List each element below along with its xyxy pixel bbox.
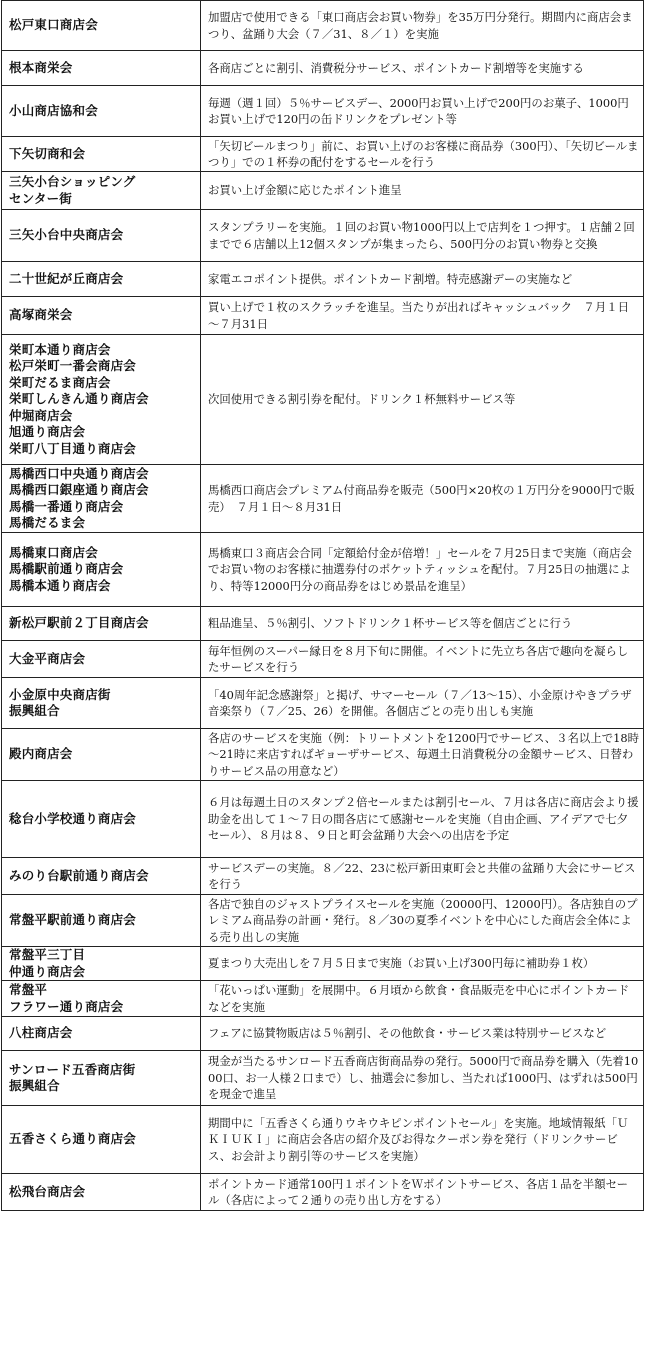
table-row bbox=[2, 607, 644, 641]
campaign-description: 毎週（週１回）５％サービスデー、2000円お買い上げで200円のお菓子、1000円お買い上げで120円の缶ドリンクをプレゼント等 bbox=[201, 86, 644, 137]
campaign-description: ポイントカード通常100円１ポイントをＷポイントサービス、各店１品を半額セール（各店によって２通りの売り出し方をする） bbox=[201, 1174, 644, 1211]
campaign-description: お買い上げ金額に応じたポイント進呈 bbox=[201, 172, 644, 210]
association-name-cell bbox=[2, 1106, 201, 1174]
campaign-description: 毎年恒例のスーパー縁日を８月下旬に開催。イベントに先立ち各店で趣向を凝らしたサービスを行う bbox=[201, 641, 644, 678]
association-name-cell bbox=[2, 858, 201, 895]
association-name-cell bbox=[2, 210, 201, 262]
association-name: 松飛台商店会 bbox=[9, 1183, 86, 1199]
association-name: 松戸栄町一番会商店会 bbox=[9, 358, 137, 374]
campaign-description: サービスデーの実施。８／22、23に松戸新田東町会と共催の盆踊り大会にサービスを行う bbox=[201, 858, 644, 895]
table-row bbox=[2, 1174, 644, 1211]
association-name: 小金原中央商店街 bbox=[9, 686, 111, 702]
campaign-description: 各商店ごとに割引、消費税分サービス、ポイントカード割増等を実施する bbox=[201, 51, 644, 86]
campaign-description: 「矢切ビールまつり」前に、お買い上げのお客様に商品券（300円）、「矢切ビールまつり」での１杯券の配付をするセールを行う bbox=[201, 137, 644, 172]
association-name-cell bbox=[2, 981, 201, 1017]
association-name: 馬橋西口中央通り商店会 bbox=[9, 465, 149, 481]
table-row bbox=[2, 137, 644, 172]
table-row bbox=[2, 781, 644, 858]
association-name: 仲堀商店会 bbox=[9, 407, 73, 423]
campaign-description: 各店で独自のジャストプライスセールを実施（20000円、12000円）。各店独自のプレミアム商品券の計画・発行。８／30の夏季イベントを中心にした商店会全体による売り出しの実施 bbox=[201, 895, 644, 947]
table-row bbox=[2, 51, 644, 86]
campaign-description: 家電エコポイント提供。ポイントカード割増。特売感謝デーの実施など bbox=[201, 262, 644, 297]
table-row bbox=[2, 678, 644, 729]
association-name-cell bbox=[2, 51, 201, 86]
table-row bbox=[2, 172, 644, 210]
association-name-cell bbox=[2, 86, 201, 137]
association-name-cell bbox=[2, 137, 201, 172]
association-name: みのり台駅前通り商店会 bbox=[9, 867, 149, 883]
association-name: 馬橋一番通り商店会 bbox=[9, 498, 124, 514]
table-row bbox=[2, 729, 644, 781]
association-name-cell bbox=[2, 465, 201, 533]
association-name: 旭通り商店会 bbox=[9, 424, 86, 440]
table-row bbox=[2, 335, 644, 465]
association-name: 五香さくら通り商店会 bbox=[9, 1131, 137, 1147]
association-name-cell bbox=[2, 533, 201, 607]
campaign-description: 期間中に「五香さくら通りウキウキピンポイントセール」を実施。地域情報紙「ＵＫＩＵＫＩ」に商店会各店の紹介及びお得なクーポン券を発行（ドリンクサービス、お会計より割引等のサービスを実施） bbox=[201, 1106, 644, 1174]
association-name: 新松戸駅前２丁目商店会 bbox=[9, 615, 149, 631]
campaign-description: 馬橋東口３商店会合同「定額給付金が倍増！」セールを７月25日まで実施（商店会でお買い物のお客様に抽選券付のポケットティッシュを配付。７月25日の抽選により、特等12000円分の商品券をはじめ景品を進呈） bbox=[201, 533, 644, 607]
association-name: 常盤平三丁目 bbox=[9, 947, 86, 962]
association-name-cell bbox=[2, 781, 201, 858]
association-name: 松戸東口商店会 bbox=[9, 17, 98, 33]
association-name: 栄町しんきん通り商店会 bbox=[9, 391, 149, 407]
association-name: 常盤平 bbox=[9, 982, 48, 997]
association-name: 大金平商店会 bbox=[9, 650, 86, 666]
campaign-description: 加盟店で使用できる「東口商店会お買い物券」を35万円分発行。期間内に商店会まつり、盆踊り大会（７／31、８／１）を実施 bbox=[201, 1, 644, 51]
association-name: 常盤平駅前通り商店会 bbox=[9, 912, 137, 928]
association-name: 仲通り商店会 bbox=[9, 963, 86, 979]
campaign-description: 次回使用できる割引券を配付。ドリンク１杯無料サービス等 bbox=[201, 335, 644, 465]
association-name-cell bbox=[2, 262, 201, 297]
association-name: 振興組合 bbox=[9, 1078, 60, 1093]
association-name: 小山商店協和会 bbox=[9, 102, 98, 118]
campaign-description: フェアに協賛物販店は５％割引、その他飲食・サービス業は特別サービスなど bbox=[201, 1017, 644, 1051]
table-row bbox=[2, 981, 644, 1017]
association-name: 八柱商店会 bbox=[9, 1025, 73, 1041]
association-name-cell bbox=[2, 895, 201, 947]
association-name: 振興組合 bbox=[9, 703, 60, 718]
table-row bbox=[2, 947, 644, 981]
campaign-description: 各店のサービスを実施（例：トリートメントを1200円でサービス、３名以上で18時～21時に来店すればギョーザサービス、毎週土日消費税分の金額サービス、日替わりサービス品の用意など） bbox=[201, 729, 644, 781]
campaign-description: 「40周年記念感謝祭」と掲げ、サマーセール（７／13～15）、小金原けやきプラザ音楽祭り（７／25、26）を開催。各個店ごとの売り出しも実施 bbox=[201, 678, 644, 729]
association-name: 栄町八丁目通り商店会 bbox=[9, 440, 137, 456]
campaign-description: 夏まつり大売出しを７月５日まで実施（お買い上げ300円毎に補助券１枚） bbox=[201, 947, 644, 981]
association-name: 馬橋東口商店会 bbox=[9, 544, 98, 560]
table-row bbox=[2, 533, 644, 607]
association-name: 馬橋だるま会 bbox=[9, 515, 86, 530]
association-name: 二十世紀が丘商店会 bbox=[9, 270, 124, 286]
association-name-cell bbox=[2, 1, 201, 51]
association-name: 稔台小学校通り商店会 bbox=[9, 810, 137, 826]
campaign-description: 買い上げで１枚のスクラッチを進呈。当たりが出ればキャッシュバック ７月１日～７月31日 bbox=[201, 297, 644, 335]
table-row bbox=[2, 86, 644, 137]
association-name: 栄町本通り商店会 bbox=[9, 341, 111, 357]
table-row bbox=[2, 262, 644, 297]
association-name-cell bbox=[2, 607, 201, 641]
campaign-description: 粗品進呈、５％割引、ソフトドリンク１杯サービス等を個店ごとに行う bbox=[201, 607, 644, 641]
table-row bbox=[2, 1106, 644, 1174]
association-name: 馬橋本通り商店会 bbox=[9, 577, 111, 593]
association-name-cell bbox=[2, 335, 201, 465]
table-row bbox=[2, 1017, 644, 1051]
association-name-cell bbox=[2, 678, 201, 729]
association-name-cell bbox=[2, 729, 201, 781]
association-name: フラワー通り商店会 bbox=[9, 998, 124, 1014]
association-name: 三矢小台中央商店会 bbox=[9, 227, 124, 243]
association-name: 下矢切商和会 bbox=[9, 145, 86, 161]
association-name: 三矢小台ショッピング bbox=[9, 174, 136, 189]
table-row bbox=[2, 895, 644, 947]
association-name-cell bbox=[2, 1051, 201, 1106]
association-name: センター街 bbox=[9, 190, 73, 206]
association-name-cell bbox=[2, 1174, 201, 1211]
campaign-description: スタンプラリーを実施。１回のお買い物1000円以上で店判を１つ押す。１店舗２回までで６店舗以上12個スタンプが集まったら、500円分のお買い物券と交換 bbox=[201, 210, 644, 262]
association-name-cell bbox=[2, 297, 201, 335]
shopping-district-table bbox=[1, 0, 644, 1211]
table-row bbox=[2, 1, 644, 51]
association-name-cell bbox=[2, 947, 201, 981]
association-name: 馬橋西口銀座通り商店会 bbox=[9, 482, 149, 497]
table-row bbox=[2, 465, 644, 533]
table-row bbox=[2, 297, 644, 335]
association-name: 殿内商店会 bbox=[9, 746, 73, 762]
table-row bbox=[2, 858, 644, 895]
association-name-cell bbox=[2, 172, 201, 210]
association-name: 栄町だるま商店会 bbox=[9, 374, 111, 390]
association-name: 馬橋駅前通り商店会 bbox=[9, 561, 124, 577]
association-name-cell bbox=[2, 641, 201, 678]
table-row bbox=[2, 641, 644, 678]
campaign-description: 現金が当たるサンロード五香商店街商品券の発行。5000円で商品券を購入（先着1000口、お一人様２口まで）し、抽選会に参加し、当たれば1000円、はずれは500円を現金で進呈 bbox=[201, 1051, 644, 1106]
association-name: 高塚商栄会 bbox=[9, 307, 73, 323]
association-name-cell bbox=[2, 1017, 201, 1051]
campaign-description: ６月は毎週土日のスタンプ２倍セールまたは割引セール、７月は各店に商店会より援助金を出して１～７日の間各店にて感謝セールを実施（自由企画、アイデアで七夕セール）、８月は８、９日と町会盆踊り大会への出店を予定 bbox=[201, 781, 644, 858]
table-row bbox=[2, 1051, 644, 1106]
table-body bbox=[2, 1, 644, 1211]
association-name: 根本商栄会 bbox=[9, 59, 73, 75]
table-row bbox=[2, 210, 644, 262]
campaign-description: 馬橋西口商店会プレミアム付商品券を販売（500円×20枚の１万円分を9000円で販売） ７月１日～８月31日 bbox=[201, 465, 644, 533]
campaign-description: 「花いっぱい運動」を展開中。６月頃から飲食・食品販売を中心にポイントカードなどを実施 bbox=[201, 981, 644, 1017]
association-name: サンロード五香商店街 bbox=[9, 1061, 136, 1077]
